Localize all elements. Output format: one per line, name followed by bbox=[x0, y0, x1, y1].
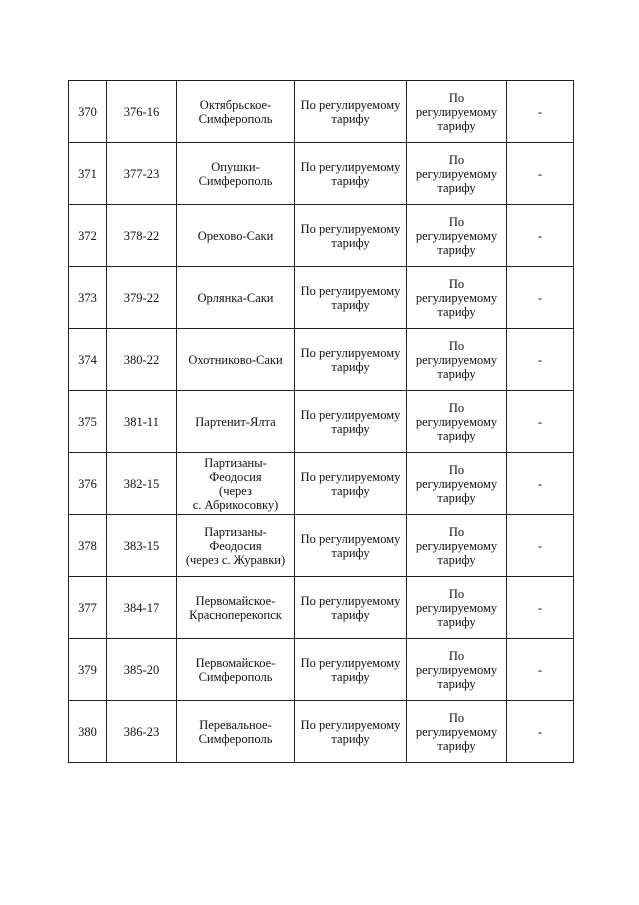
tariff-type: По регулируемому тарифу bbox=[295, 453, 407, 515]
tariff: По регулируемому тарифу bbox=[407, 81, 507, 143]
tariff: По регулируемому тарифу bbox=[407, 391, 507, 453]
route-name: Партизаны-Феодосия (через с. Журавки) bbox=[177, 515, 295, 577]
tariff: По регулируемому тарифу bbox=[407, 329, 507, 391]
route-name: Партенит-Ялта bbox=[177, 391, 295, 453]
route-number: 376-16 bbox=[107, 81, 177, 143]
table-row bbox=[69, 639, 574, 701]
route-name: Опушки- Симферополь bbox=[177, 143, 295, 205]
note: - bbox=[507, 81, 574, 143]
route-name: Орлянка-Саки bbox=[177, 267, 295, 329]
note: - bbox=[507, 391, 574, 453]
route-name: Охотниково-Саки bbox=[177, 329, 295, 391]
route-number: 384-17 bbox=[107, 577, 177, 639]
tariff-type: По регулируемому тарифу bbox=[295, 81, 407, 143]
row-number: 373 bbox=[69, 267, 107, 329]
row-number: 378 bbox=[69, 515, 107, 577]
table-row bbox=[69, 453, 574, 515]
route-name: Перевальное- Симферополь bbox=[177, 701, 295, 763]
tariff-type: По регулируемому тарифу bbox=[295, 143, 407, 205]
row-number: 376 bbox=[69, 453, 107, 515]
table-row bbox=[69, 577, 574, 639]
route-number: 379-22 bbox=[107, 267, 177, 329]
note: - bbox=[507, 701, 574, 763]
tariff-type: По регулируемому тарифу bbox=[295, 701, 407, 763]
row-number: 377 bbox=[69, 577, 107, 639]
note: - bbox=[507, 329, 574, 391]
route-name: Первомайское- Красноперекопск bbox=[177, 577, 295, 639]
route-number: 380-22 bbox=[107, 329, 177, 391]
tariff-type: По регулируемому тарифу bbox=[295, 577, 407, 639]
route-number: 383-15 bbox=[107, 515, 177, 577]
tariff-type: По регулируемому тарифу bbox=[295, 515, 407, 577]
tariff: По регулируемому тарифу bbox=[407, 205, 507, 267]
route-number: 381-11 bbox=[107, 391, 177, 453]
table-row bbox=[69, 391, 574, 453]
table-row bbox=[69, 81, 574, 143]
note: - bbox=[507, 577, 574, 639]
route-number: 382-15 bbox=[107, 453, 177, 515]
row-number: 374 bbox=[69, 329, 107, 391]
tariff: По регулируемому тарифу bbox=[407, 701, 507, 763]
tariff-type: По регулируемому тарифу bbox=[295, 391, 407, 453]
note: - bbox=[507, 205, 574, 267]
tariff: По регулируемому тарифу bbox=[407, 453, 507, 515]
note: - bbox=[507, 639, 574, 701]
tariff-type: По регулируемому тарифу bbox=[295, 267, 407, 329]
row-number: 372 bbox=[69, 205, 107, 267]
tariff-type: По регулируемому тарифу bbox=[295, 205, 407, 267]
tariff: По регулируемому тарифу bbox=[407, 639, 507, 701]
route-name: Октябрьское- Симферополь bbox=[177, 81, 295, 143]
table-row bbox=[69, 205, 574, 267]
table-row bbox=[69, 267, 574, 329]
route-name: Первомайское- Симферополь bbox=[177, 639, 295, 701]
tariff: По регулируемому тарифу bbox=[407, 267, 507, 329]
table-row bbox=[69, 515, 574, 577]
route-number: 385-20 bbox=[107, 639, 177, 701]
route-number: 377-23 bbox=[107, 143, 177, 205]
routes-table bbox=[68, 80, 574, 763]
table-row bbox=[69, 143, 574, 205]
tariff: По регулируемому тарифу bbox=[407, 515, 507, 577]
tariff-type: По регулируемому тарифу bbox=[295, 329, 407, 391]
route-number: 378-22 bbox=[107, 205, 177, 267]
row-number: 380 bbox=[69, 701, 107, 763]
row-number: 370 bbox=[69, 81, 107, 143]
row-number: 379 bbox=[69, 639, 107, 701]
table-row bbox=[69, 329, 574, 391]
route-name: Партизаны-Феодосия (через с. Абрикосовку) bbox=[177, 453, 295, 515]
route-number: 386-23 bbox=[107, 701, 177, 763]
table-row bbox=[69, 701, 574, 763]
route-name: Орехово-Саки bbox=[177, 205, 295, 267]
note: - bbox=[507, 267, 574, 329]
row-number: 375 bbox=[69, 391, 107, 453]
note: - bbox=[507, 453, 574, 515]
note: - bbox=[507, 143, 574, 205]
tariff: По регулируемому тарифу bbox=[407, 577, 507, 639]
row-number: 371 bbox=[69, 143, 107, 205]
tariff: По регулируемому тарифу bbox=[407, 143, 507, 205]
tariff-type: По регулируемому тарифу bbox=[295, 639, 407, 701]
note: - bbox=[507, 515, 574, 577]
